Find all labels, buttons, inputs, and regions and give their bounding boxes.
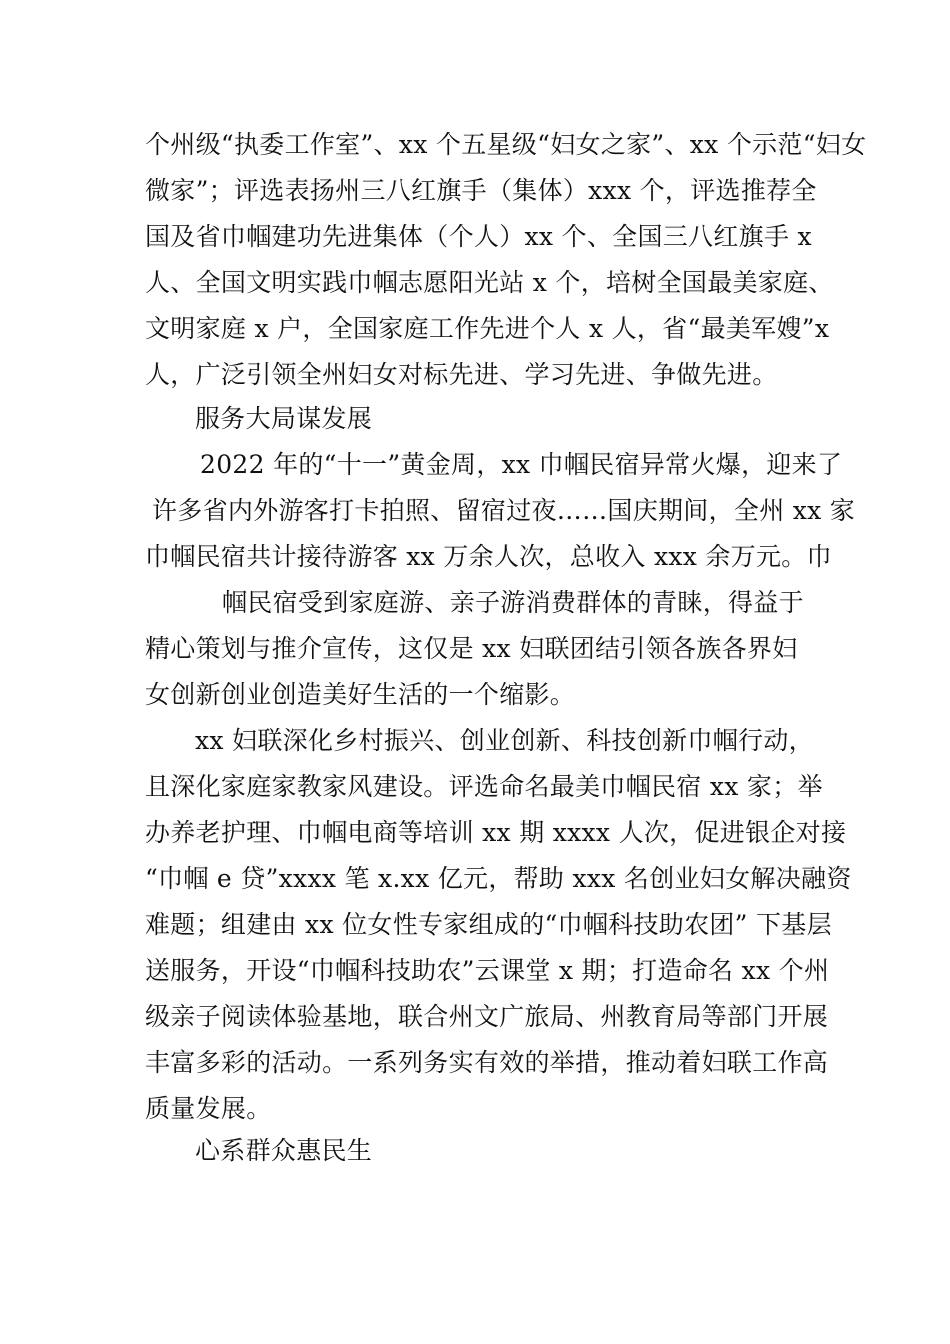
paragraph-3-line-9: 质量发展。: [145, 1094, 272, 1123]
paragraph-1-line-1: 个州级“执委工作室”、xx 个五星级“妇女之家”、xx 个示范“妇女: [145, 130, 867, 159]
paragraph-2-line-4: 帼民宿受到家庭游、亲子游消费群体的青睐，得益于: [222, 588, 804, 617]
paragraph-1-line-4: 人、全国文明实践巾帼志愿阳光站 x 个，培树全国最美家庭、: [145, 268, 834, 297]
section-heading-people: 心系群众惠民生: [195, 1136, 373, 1165]
paragraph-3-line-6: 送服务，开设“巾帼科技助农”云课堂 x 期；打造命名 xx 个州: [145, 956, 830, 985]
paragraph-3-line-3: 办养老护理、巾帼电商等培训 xx 期 xxxx 人次，促进银企对接: [145, 818, 847, 847]
paragraph-2-line-6: 女创新创业创造美好生活的一个缩影。: [145, 680, 576, 709]
paragraph-3-line-4: “巾帼 e 贷”xxxx 笔 x.xx 亿元，帮助 xxx 名创业妇女解决融资: [145, 864, 852, 893]
paragraph-2-line-5: 精心策划与推介宣传，这仅是 xx 妇联团结引领各族各界妇: [145, 634, 798, 663]
section-heading-service: 服务大局谋发展: [195, 404, 373, 433]
paragraph-1-line-6: 人，广泛引领全州妇女对标先进、学习先进、争做先进。: [145, 360, 778, 389]
paragraph-1-line-2: 微家”；评选表扬州三八红旗手（集体）xxx 个，评选推荐全: [145, 176, 817, 205]
paragraph-3-line-2: 且深化家庭家教家风建设。评选命名最美巾帼民宿 xx 家；举: [145, 772, 823, 801]
paragraph-3-line-7: 级亲子阅读体验基地，联合州文广旅局、州教育局等部门开展: [145, 1002, 829, 1031]
paragraph-2-line-3: 巾帼民宿共计接待游客 xx 万余人次，总收入 xxx 余万元。巾: [145, 542, 832, 571]
paragraph-1-line-5: 文明家庭 x 户，全国家庭工作先进个人 x 人，省“最美军嫂”x: [145, 314, 830, 343]
paragraph-2-line-2: 许多省内外游客打卡拍照、留宿过夜……国庆期间，全州 xx 家: [152, 496, 856, 525]
paragraph-2-line-1: 2022 年的“十一”黄金周，xx 巾帼民宿异常火爆，迎来了: [200, 450, 843, 479]
paragraph-3-line-5: 难题；组建由 xx 位女性专家组成的“巾帼科技助农团” 下基层: [145, 910, 832, 939]
paragraph-3-line-1: xx 妇联深化乡村振兴、创业创新、科技创新巾帼行动，: [195, 726, 814, 755]
paragraph-3-line-8: 丰富多彩的活动。一系列务实有效的举措，推动着妇联工作高: [145, 1048, 829, 1077]
paragraph-1-line-3: 国及省巾帼建功先进集体（个人）xx 个、全国三八红旗手 x: [145, 222, 812, 251]
